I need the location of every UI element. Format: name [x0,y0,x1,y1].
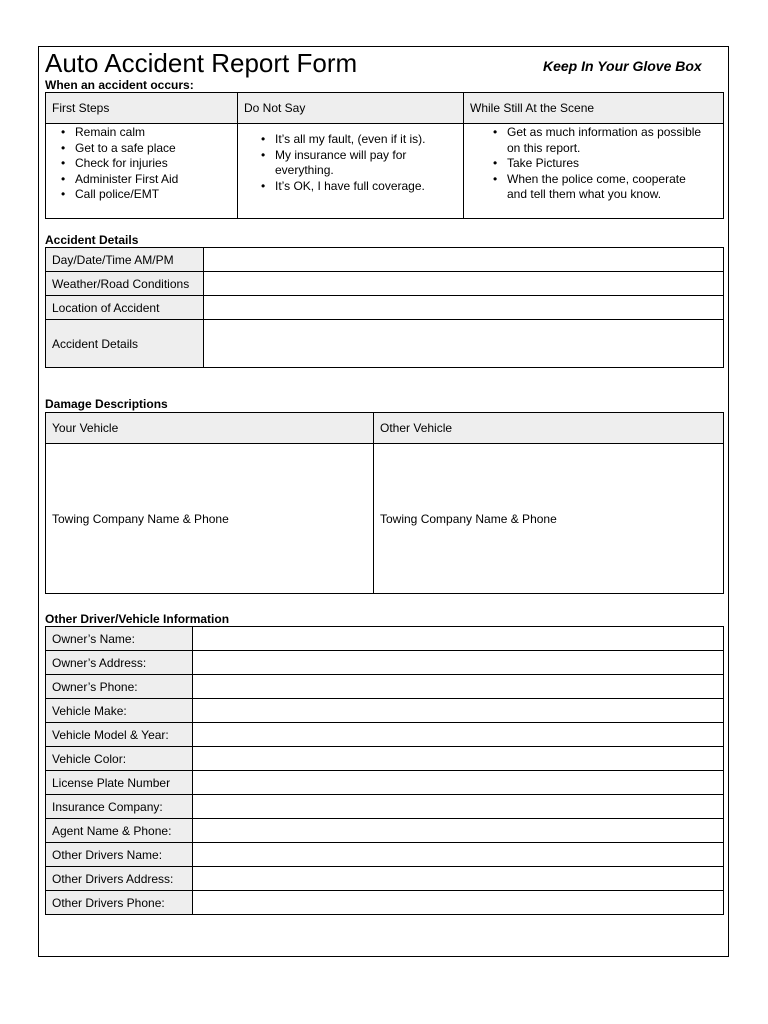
first-steps-list [52,125,237,203]
vehicle-color-field[interactable] [193,747,724,771]
day-date-time-label: Day/Date/Time AM/PM [46,248,204,272]
at-scene-list [484,125,705,203]
vehicle-color-label: Vehicle Color: [46,747,193,771]
accident-details-table [45,247,724,368]
damage-descriptions-label: Damage Descriptions [45,397,168,411]
your-vehicle-heading: Your Vehicle [46,413,374,444]
other-vehicle-heading: Other Vehicle [374,413,724,444]
list-item: • Take Pictures [484,156,705,172]
location-label: Location of Accident [46,296,204,320]
list-item: • Check for injuries [52,156,237,172]
owners-name-label: Owner’s Name: [46,627,193,651]
agent-name-phone-field[interactable] [193,819,724,843]
license-plate-label: License Plate Number [46,771,193,795]
do-not-say-list-cell [238,124,464,219]
list-item: • It’s OK, I have full coverage. [252,179,457,195]
vehicle-make-field[interactable] [193,699,724,723]
weather-conditions-label: Weather/Road Conditions [46,272,204,296]
weather-conditions-field[interactable] [204,272,724,296]
accident-details-field[interactable] [204,320,724,368]
first-steps-list-cell [46,124,238,219]
owners-phone-field[interactable] [193,675,724,699]
list-item: • Call police/EMT [52,187,237,203]
owners-phone-label: Owner’s Phone: [46,675,193,699]
other-driver-table [45,626,724,915]
your-vehicle-damage-field[interactable] [46,444,374,594]
towing-company-left-label: Towing Company Name & Phone [52,511,229,526]
accident-details-label: Accident Details [45,233,139,247]
at-scene-list-cell [464,124,724,219]
other-vehicle-damage-field[interactable] [374,444,724,594]
when-accident-label: When an accident occurs: [45,78,194,92]
other-driver-label: Other Driver/Vehicle Information [45,612,230,626]
insurance-company-label: Insurance Company: [46,795,193,819]
insurance-company-field[interactable] [193,795,724,819]
agent-name-phone-label: Agent Name & Phone: [46,819,193,843]
first-steps-table [45,92,724,219]
other-drivers-phone-label: Other Drivers Phone: [46,891,193,915]
list-item: • It’s all my fault, (even if it is). [252,132,457,148]
license-plate-field[interactable] [193,771,724,795]
page-title: Auto Accident Report Form [45,48,358,78]
vehicle-model-year-field[interactable] [193,723,724,747]
do-not-say-heading: Do Not Say [238,93,464,124]
vehicle-model-year-label: Vehicle Model & Year: [46,723,193,747]
list-item: • My insurance will pay for everything. [252,148,457,179]
other-drivers-name-label: Other Drivers Name: [46,843,193,867]
glove-box-note: Keep In Your Glove Box [543,58,702,74]
day-date-time-field[interactable] [204,248,724,272]
do-not-say-list [252,132,457,194]
damage-table [45,412,724,594]
other-drivers-name-field[interactable] [193,843,724,867]
list-item: • Get to a safe place [52,141,237,157]
first-steps-heading: First Steps [46,93,238,124]
accident-details-row-label: Accident Details [46,320,204,368]
towing-company-right-label: Towing Company Name & Phone [380,511,557,526]
list-item: • When the police come, cooperate and tell them what you know. [484,172,705,203]
owners-address-field[interactable] [193,651,724,675]
location-field[interactable] [204,296,724,320]
other-drivers-address-field[interactable] [193,867,724,891]
at-scene-heading: While Still At the Scene [464,93,724,124]
list-item: • Administer First Aid [52,172,237,188]
other-drivers-phone-field[interactable] [193,891,724,915]
owners-name-field[interactable] [193,627,724,651]
list-item: • Get as much information as possible on this report. [484,125,705,156]
list-item: • Remain calm [52,125,237,141]
vehicle-make-label: Vehicle Make: [46,699,193,723]
other-drivers-address-label: Other Drivers Address: [46,867,193,891]
owners-address-label: Owner’s Address: [46,651,193,675]
